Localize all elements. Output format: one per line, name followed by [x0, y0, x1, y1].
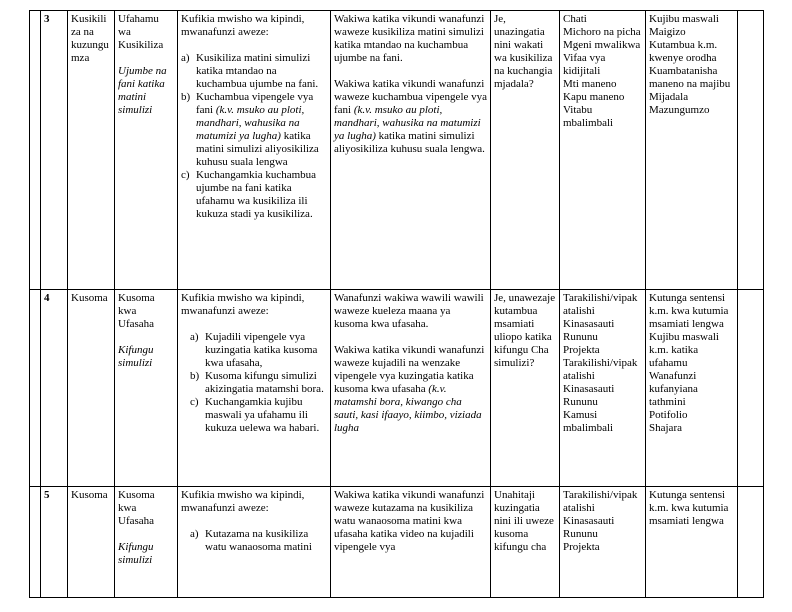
list-item: Projekta [563, 541, 600, 553]
week-number: 4 [44, 292, 50, 304]
cell-remarks [738, 11, 764, 290]
list-item: Mijadala [649, 91, 689, 103]
subtopic-detail: Ujumbe na fani katika matini simulizi [118, 65, 167, 116]
list-item: Kuambatanisha maneno na majibu [649, 65, 731, 90]
objective-text: Kusikiliza matini simulizi katika mtandao na kuchambua ujumbe na fani. [196, 52, 319, 90]
list-item: Mgeni mwalikwa [563, 39, 641, 51]
cell-topic [68, 290, 115, 487]
objective-item [181, 52, 327, 91]
cell-left-margin [30, 11, 41, 290]
cell-objectives [178, 487, 331, 598]
cell-objectives [178, 290, 331, 487]
objective-text: Kujadili vipengele vya kuzingatia katika kusoma kwa ufasaha, [205, 331, 318, 369]
objective-text: Kutazama na kusikiliza watu wanaosoma matini [205, 528, 312, 553]
table-row [30, 290, 764, 487]
cell-week-number [41, 487, 68, 598]
cell-subtopic [115, 11, 178, 290]
list-item: Kujibu maswali k.m. katika ufahamu [649, 331, 719, 369]
cell-objectives [178, 11, 331, 290]
cell-resources [560, 290, 646, 487]
activity-paragraph: Wakiwa katika vikundi wanafunzi waweze kusikiliza matini simulizi katika mtandao na kuchambua ujumbe na fani. [334, 13, 485, 64]
objectives-intro: Kufikia mwisho wa kipindi, mwanafunzi aweze: [181, 13, 305, 38]
objectives-intro: Kufikia mwisho wa kipindi, mwanafunzi aweze: [181, 292, 305, 317]
cell-resources [560, 487, 646, 598]
cell-activities [331, 290, 491, 487]
list-item: Tarakilishi/vipakatalishi [563, 357, 638, 382]
week-number: 5 [44, 489, 50, 501]
list-item: Kutambua k.m. kwenye orodha [649, 39, 718, 64]
objectives-intro: Kufikia mwisho wa kipindi, mwanafunzi aweze: [181, 489, 305, 514]
cell-key-question [491, 11, 560, 290]
objective-text: Kuchangamkia kuchambua ujumbe na fani katika ufahamu wa kusikiliza ili kukuza stadi ya kusikiliza. [196, 169, 317, 220]
objective-item [181, 169, 327, 221]
objective-label: b) [181, 91, 191, 103]
list-item: Mti maneno [563, 78, 617, 90]
list-item: Wanafunzi kufanyiana tathmini [649, 370, 698, 408]
objective-text: Kuchambua vipengele vya fani (k.v. msuko au ploti, mandhari, wahusika na matumizi ya lugha) katika matini simulizi aliyosikiliza kuhusu suala lengwa [196, 91, 319, 168]
objective-label: c) [181, 169, 190, 181]
list-item: Mazungumzo [649, 104, 710, 116]
list-item: Michoro na picha [563, 26, 641, 38]
objective-label: a) [190, 528, 199, 540]
cell-activities [331, 487, 491, 598]
objective-label: a) [190, 331, 199, 343]
cell-left-margin [30, 487, 41, 598]
objective-label: a) [181, 52, 190, 64]
list-item: Rununu [563, 528, 598, 540]
list-item: Rununu [563, 396, 598, 408]
objective-text: Kuchangamkia kujibu maswali ya ufahamu ili kukuza uelewa wa habari. [205, 396, 320, 434]
key-question-text: Unahitaji kuzingatia nini ili uweze kusoma kifungu cha [494, 489, 554, 553]
objective-item [190, 370, 327, 396]
list-item: Kujibu maswali [649, 13, 719, 25]
list-item: Kinasasauti [563, 383, 615, 395]
cell-key-question [491, 487, 560, 598]
subtopic-detail: Kifungu simulizi [118, 541, 154, 566]
objective-text: Kusoma kifungu simulizi akizingatia matamshi bora. [205, 370, 324, 395]
cell-subtopic [115, 487, 178, 598]
list-item: Kutunga sentensi k.m. kwa kutumia msamiati lengwa [649, 292, 729, 330]
table-row [30, 487, 764, 598]
activity-paragraph: Wanafunzi wakiwa wawili wawili waweze kueleza maana ya kusoma kwa ufasaha. [334, 292, 484, 330]
cell-week-number [41, 290, 68, 487]
cell-week-number [41, 11, 68, 290]
list-item: Kutunga sentensi k.m. kwa kutumia msamiati lengwa [649, 489, 729, 527]
subtopic-title: Kusoma kwa Ufasaha [118, 292, 155, 330]
list-item: Rununu [563, 331, 598, 343]
objective-item [190, 396, 327, 435]
list-item: Kamusi mbalimbali [563, 409, 614, 434]
cell-topic [68, 487, 115, 598]
list-item: Tarakilishi/vipakatalishi [563, 292, 638, 317]
objective-item [190, 331, 327, 370]
cell-remarks [738, 290, 764, 487]
list-item: Kinasasauti [563, 318, 615, 330]
list-item: Potifolio [649, 409, 688, 421]
objective-item [181, 91, 327, 169]
activity-paragraph: Wakiwa katika vikundi wanafunzi waweze kutazama na kusikiliza watu wanaosoma matini kwa ufasaha katika video na kujadili vipengele vya [334, 489, 485, 553]
objective-label: b) [190, 370, 200, 382]
activity-paragraph: Wakiwa katika vikundi wanafunzi waweze kujadili na wenzake vipengele vya kuzingatia katika kusoma kwa ufasaha (k.v. matamshi bora, kiwango cha sauti, kasi ifaayo, kiimbo, viziada lugha [334, 344, 485, 434]
list-item: Kinasasauti [563, 515, 615, 527]
subtopic-title: Kusoma kwa Ufasaha [118, 489, 155, 527]
cell-left-margin [30, 290, 41, 487]
subtopic-detail: Kifungu simulizi [118, 344, 154, 369]
objective-label: c) [190, 396, 199, 408]
scheme-of-work-table [29, 10, 764, 598]
cell-activities [331, 11, 491, 290]
list-item: Vifaa vya kidijitali [563, 52, 606, 77]
cell-remarks [738, 487, 764, 598]
cell-subtopic [115, 290, 178, 487]
list-item: Chati [563, 13, 587, 25]
topic-text: Kusoma [71, 489, 108, 501]
week-number: 3 [44, 13, 50, 25]
subtopic-title: Ufahamu wa Kusikiliza [118, 13, 164, 51]
list-item: Vitabu mbalimbali [563, 104, 614, 129]
cell-topic [68, 11, 115, 290]
cell-key-question [491, 290, 560, 487]
list-item: Projekta [563, 344, 600, 356]
objective-item [190, 528, 327, 554]
activity-paragraph: Wakiwa katika vikundi wanafunzi waweze kuchambua vipengele vya fani (k.v. msuko au ploti, mandhari, wahusika na matumizi ya lugha) katika matini simulizi aliyosikiliza kuhusu suala lengwa. [334, 78, 488, 155]
list-item: Maigizo [649, 26, 686, 38]
cell-resources [560, 11, 646, 290]
cell-assessment [646, 11, 738, 290]
cell-assessment [646, 487, 738, 598]
list-item: Shajara [649, 422, 682, 434]
table-row [30, 11, 764, 290]
key-question-text: Je, unawezaje kutambua msamiati uliopo katika kifungu Cha simulizi? [494, 292, 556, 369]
key-question-text: Je, unazingatia nini wakati wa kusikiliza na kuchangia mjadala? [494, 13, 553, 90]
topic-text: Kusikiliza na kuzungumza [71, 13, 109, 64]
list-item: Tarakilishi/vipakatalishi [563, 489, 638, 514]
cell-assessment [646, 290, 738, 487]
topic-text: Kusoma [71, 292, 108, 304]
list-item: Kapu maneno [563, 91, 625, 103]
